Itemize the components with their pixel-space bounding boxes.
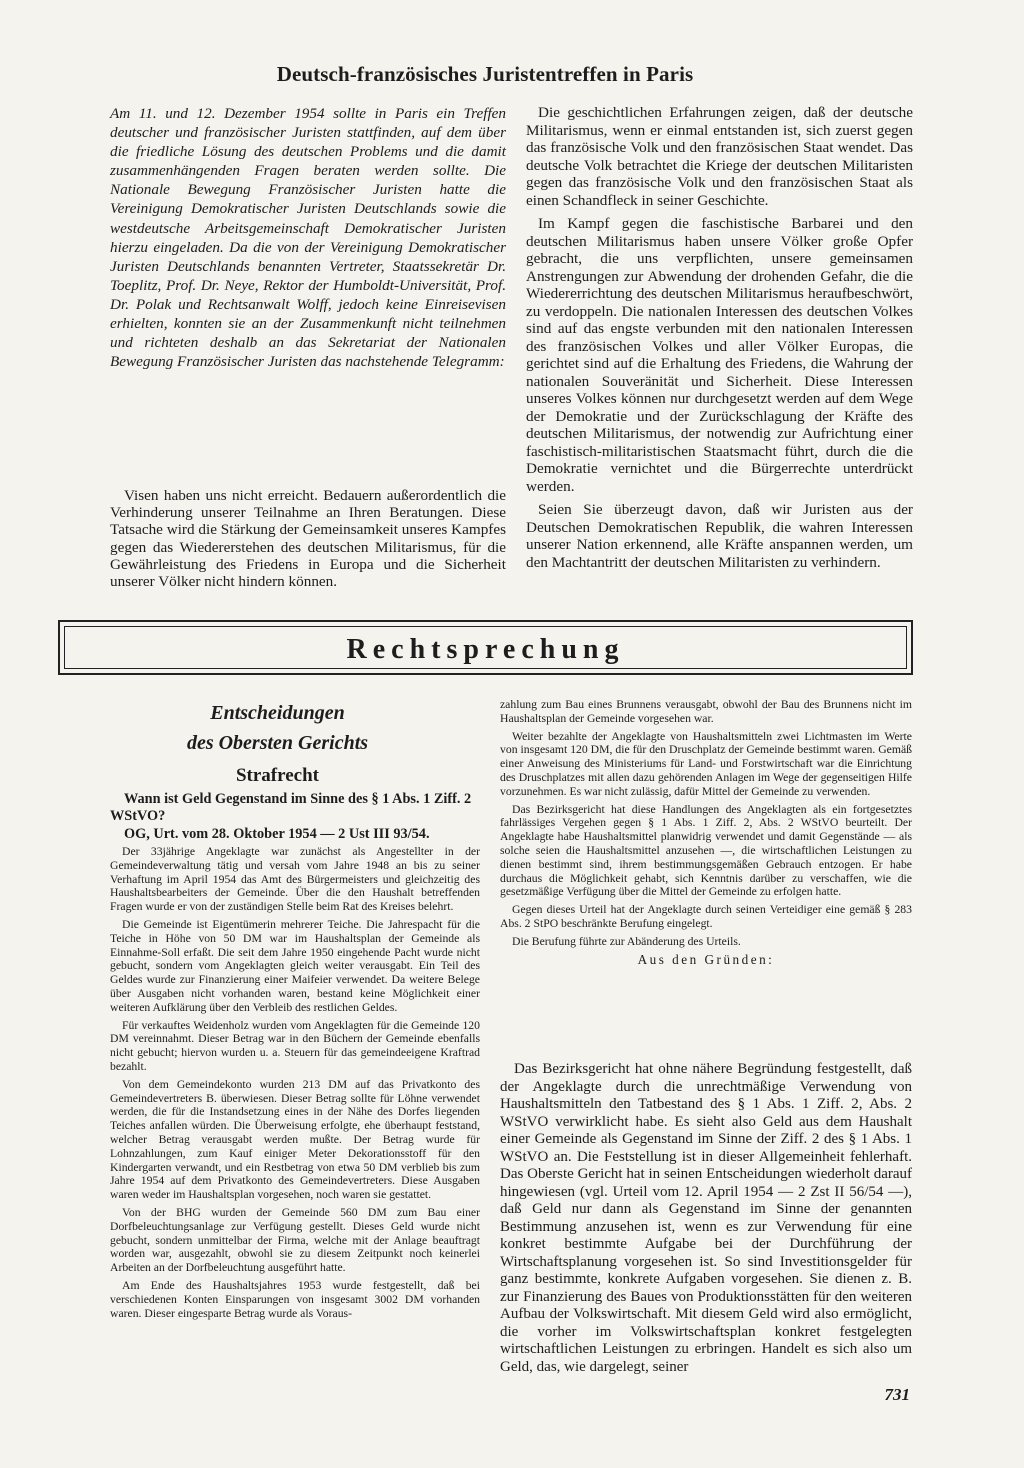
article-paragraph: Die geschichtlichen Erfahrungen zeigen, daß der deutsche Militarismus, wenn er einmal entstanden ist, sich zuerst gegen das französische Volk und den französischen Staat wendet. Das deutsche Volk betrachtet die Kriege der deutschen Militaristen gegen das französische Volk und den französischen Staat als einen Schandfleck in seiner Geschichte. xyxy=(526,104,913,209)
case-facts-column xyxy=(110,845,480,1324)
case-paragraph: Die Berufung führte zur Abänderung des Urteils. xyxy=(512,934,741,948)
decisions-heading xyxy=(110,698,445,758)
page-number: 731 xyxy=(884,1385,910,1404)
telegram-paragraph: Visen haben uns nicht erreicht. Bedauern außerordentlich die Verhinderung unserer Teilnahme an Ihren Beratungen. Diese Tatsache wird die Stärkung der Gemeinsamkeit unseres Kampfes gegen das Wiedererstehen des deutschen Militarismus, für die Gewährleistung des Friedens in Europa und die Sicherheit unserer Völker nicht hindern können. xyxy=(110,487,506,591)
case-paragraph: Weiter bezahlte der Angeklagte von Haushaltsmitteln zwei Lichtmasten im Werte von insgesamt 120 DM, die für den Druschplatz der Gemeinde bestimmt waren. Gemäß einer Anweisung des Ministeriums für Land- und Forstwirtschaft war die Einrichtung des Druschplatzes mit allen dazu gehörenden Anlagen im Wege der gegenseitigen Hilfe vorzunehmen. Es war nicht zulässig, dafür Mittel der Gemeinde zu verwenden. xyxy=(500,729,912,798)
category-heading: Strafrecht xyxy=(235,765,319,786)
section-header-box xyxy=(58,620,913,675)
article-right-column xyxy=(526,104,913,577)
case-citation: OG, Urt. vom 28. Oktober 1954 — 2 Ust III 93/54. xyxy=(124,826,430,842)
case-paragraph-continued: zahlung zum Bau eines Brunnens verausgabt, obwohl der Bau des Brunnens nicht im Haushaltsplan der Gemeinde vorgesehen war. xyxy=(500,698,912,725)
case-paragraph: Von dem Gemeindekonto wurden 213 DM auf das Privatkonto des Gemeindevertreters B. überwiesen. Dieser Betrag sollte für Löhne verwendet werden, die für die Instandsetzung eines in der Nähe des Dorfes liegenden Teiches anfallen würden. Die Überweisung erfolgte, ehe überhaupt feststand, welcher Betrag verausgabt werden mußte. Der Betrag wurde für Lohnzahlungen, zum Kauf einiger Meter Dekorationsstoff für den Kindergarten verwandt, und ein Restbetrag von etwa 50 DM verblieb bis zum Jahre 1954 auf dem Privatkonto des Gemeindevertreters. Diese Ausgaben waren weder im Haushaltsplan vorgesehen, noch waren sie gestattet. xyxy=(110,1077,480,1202)
case-facts-right-column xyxy=(500,698,912,970)
article-title: Deutsch-französisches Juristentreffen in Paris xyxy=(276,62,694,86)
case-paragraph: Für verkauftes Weidenholz wurden vom Angeklagten für die Gemeinde 120 DM vereinnahmt. Dieser Betrag war in den Büchern der Gemeinde ebenfalls nicht gebucht; hiervon wurden u. a. Steuern für das gemeindeeigene Kraftrad bezahlt. xyxy=(110,1018,480,1073)
decisions-heading-line: des Obersten Gerichts xyxy=(186,732,369,754)
case-paragraph: Am Ende des Haushaltsjahres 1953 wurde festgestellt, daß bei verschiedenen Konten Einsparungen von insgesamt 3002 DM vorhanden waren. Dieser eingesparte Betrag wurde als Voraus- xyxy=(110,1278,480,1320)
decisions-heading-line: Entscheidungen xyxy=(210,702,345,724)
article-paragraph: Im Kampf gegen die faschistische Barbarei und den deutschen Militarismus haben unsere Völker große Opfer gebracht, die uns verpflichten, unsere gemeinsamen Anstrengungen zur Abwendung der drohenden Gefahr, die die Wiedererrichtung des deutschen Militarismus heraufbeschwört, zu verdoppeln. Die nationalen Interessen des deutschen Volkes sind auf das engste verbunden mit den nationalen Interessen des französischen Volkes und aller Völker Europas, die gerichtet sind auf die Erhaltung des Friedens, die Wahrung der nationalen Souveränität und Sicherheit. Diese Interessen unseres Volkes können nur durchgesetzt werden auf dem Wege der Demokratie und der Zurückschlagung der Kräfte des deutschen Militarismus, der notwendig zur Aufrichtung einer faschistisch-militaristischen Staatsmacht führt, durch die die Demokratie vernichtet und die Bürgerrechte unterdrückt werden. xyxy=(526,215,913,495)
article-paragraph: Seien Sie überzeugt davon, daß wir Juristen aus der Deutschen Demokratischen Republik, die wahren Interessen unserer Nation erkennend, alle Kräfte anspannen werden, um den Machtantritt der deutschen Militaristen zu verhindern. xyxy=(526,501,913,571)
case-paragraph: Das Bezirksgericht hat diese Handlungen des Angeklagten als ein fortgesetztes fahrlässiges Vergehen gegen § 1 Abs. 1 Ziff. 2, Abs. 2 WStVO beurteilt. Der Angeklagte habe Haushaltsmittel planwidrig verwendet und damit Gegenstände — als solche seien die Haushaltsmittel anzusehen —, die wirtschaftlichen Leistungen zu dienen bestimmt sind, ihrem bestimmungsgemäßen Gebrauch entzogen. Er habe durchaus die Möglichkeit gehabt, sich Kenntnis darüber zu verschaffen, wie die gesetzmäßige Verfügung über die Mittel der Gemeinde zu erfolgen hatte. xyxy=(500,802,912,899)
reasons-text xyxy=(500,1061,912,1376)
case-question: Wann ist Geld Gegenstand im Sinne des § 1 Abs. 1 Ziff. 2 WStVO? xyxy=(110,791,472,824)
reasons-paragraph: Das Bezirksgericht hat ohne nähere Begründung festgestellt, daß der Angeklagte durch die unrechtmäßige Verwendung von Haushaltsmitteln den Tatbestand des § 1 Abs. 1 Ziff. 2, Abs. 2 WStVO verwirklicht habe. Es sieht also Geld aus dem Haushalt einer Gemeinde als Gegenstand im Sinne der Ziff. 2 des § 1 Abs. 1 WStVO an. Die Feststellung ist in dieser Allgemeinheit fehlerhaft. Das Oberste Gericht hat in seinen Entscheidungen wiederholt darauf hingewiesen (vgl. Urteil vom 12. April 1954 — 2 Zst II 56/54 —), daß Geld nur dann als Gegenstand im Sinne der genannten Bestimmung anzusehen ist, wenn es zur Verwendung für eine konkret bestimmte Aufgabe bei der Durchführung der Wirtschaftsplanung vorgesehen ist. So sind Investitionsgelder für ganz bestimmte, konkrete Aufgaben vorgesehen. Sie dienen z. B. zur Finanzierung des Baues von Produktionsstätten für den weiteren Aufbau der Volkswirtschaft. Mit diesem Geld wird also ermöglicht, die vorher im Volkswirtschaftsplan konkret festgelegten wirtschaftlichen Leistungen zu erbringen. Handelt es sich also um Geld, das, wie dargelegt, seiner xyxy=(500,1061,912,1375)
reasons-heading: Aus den Gründen: xyxy=(637,951,775,967)
article-intro xyxy=(110,104,506,371)
case-paragraph: Von der BHG wurden der Gemeinde 560 DM zum Bau einer Dorfbeleuchtungsanlage zur Verfügung gestellt. Dieses Geld wurde nicht gebucht, sondern unmittelbar der Firma, welche mit der Anlage beauftragt worden war, ausgezahlt, obwohl sie zu diesem Zeitpunkt noch keinerlei Arbeiten an der Dorfbeleuchtung ausgeführt hatte. xyxy=(110,1205,480,1275)
case-paragraph: Gegen dieses Urteil hat der Angeklagte durch seinen Verteidiger eine gemäß § 283 Abs. 2 StPO beschränkte Berufung eingelegt. xyxy=(500,903,912,930)
section-title: Rechtsprechung xyxy=(346,634,625,665)
intro-paragraph: Am 11. und 12. Dezember 1954 sollte in Paris ein Treffen deutscher und französischer Juristen stattfinden, auf dem über die friedliche Lösung des deutschen Problems und die damit zusammenhängenden Fragen beraten werden sollte. Die Nationale Bewegung Französischer Juristen hatte die Vereinigung Demokratischer Juristen Deutschlands sowie die westdeutsche Arbeitsgemeinschaft Demokratischer Juristen hierzu eingeladen. Da die von der Vereinigung Demokratischer Juristen Deutschlands benannten Vertreter, Staatssekretär Dr. Toeplitz, Prof. Dr. Neye, Rektor der Humboldt-Universität, Prof. Dr. Polak und Rechtsanwalt Wolff, jedoch keine Einreisevisen erhielten, konnten sie an der Zusammenkunft nicht teilnehmen und richteten deshalb an das Sekretariat der Nationalen Bewegung Französischer Juristen das nachstehende Telegramm: xyxy=(110,105,506,371)
case-paragraph: Die Gemeinde ist Eigentümerin mehrerer Teiche. Die Jahrespacht für die Teiche in Höhe von 50 DM war im Haushaltsplan der Gemeinde als Einnahme-Soll erfaßt. Die seit dem Jahre 1950 eingehende Pacht wurde nicht gebucht, sondern vom Angeklagten gleich weiter verausgabt. Ein Teil des Geldes wurde zur Finanzierung einer Maifeier verwendet. Da weitere Belege über Ausgaben nicht vorhanden waren, bestand keine Möglichkeit einer weiteren Aufklärung über den Verbleib des restlichen Geldes. xyxy=(110,917,480,1014)
telegram-text xyxy=(110,487,506,590)
case-paragraph: Der 33jährige Angeklagte war zunächst als Angestellter in der Gemeindeverwaltung tätig und versah vom Jahre 1948 an bis zu seiner Verhaftung im April 1954 das Amt des Bürgermeisters und gleichzeitig des Haushaltsbearbeiters der Gemeinde. Über die den Haushalt betreffenden Fragen wurde er von der zuständigen Stelle beim Rat des Kreises belehrt. xyxy=(110,845,480,914)
